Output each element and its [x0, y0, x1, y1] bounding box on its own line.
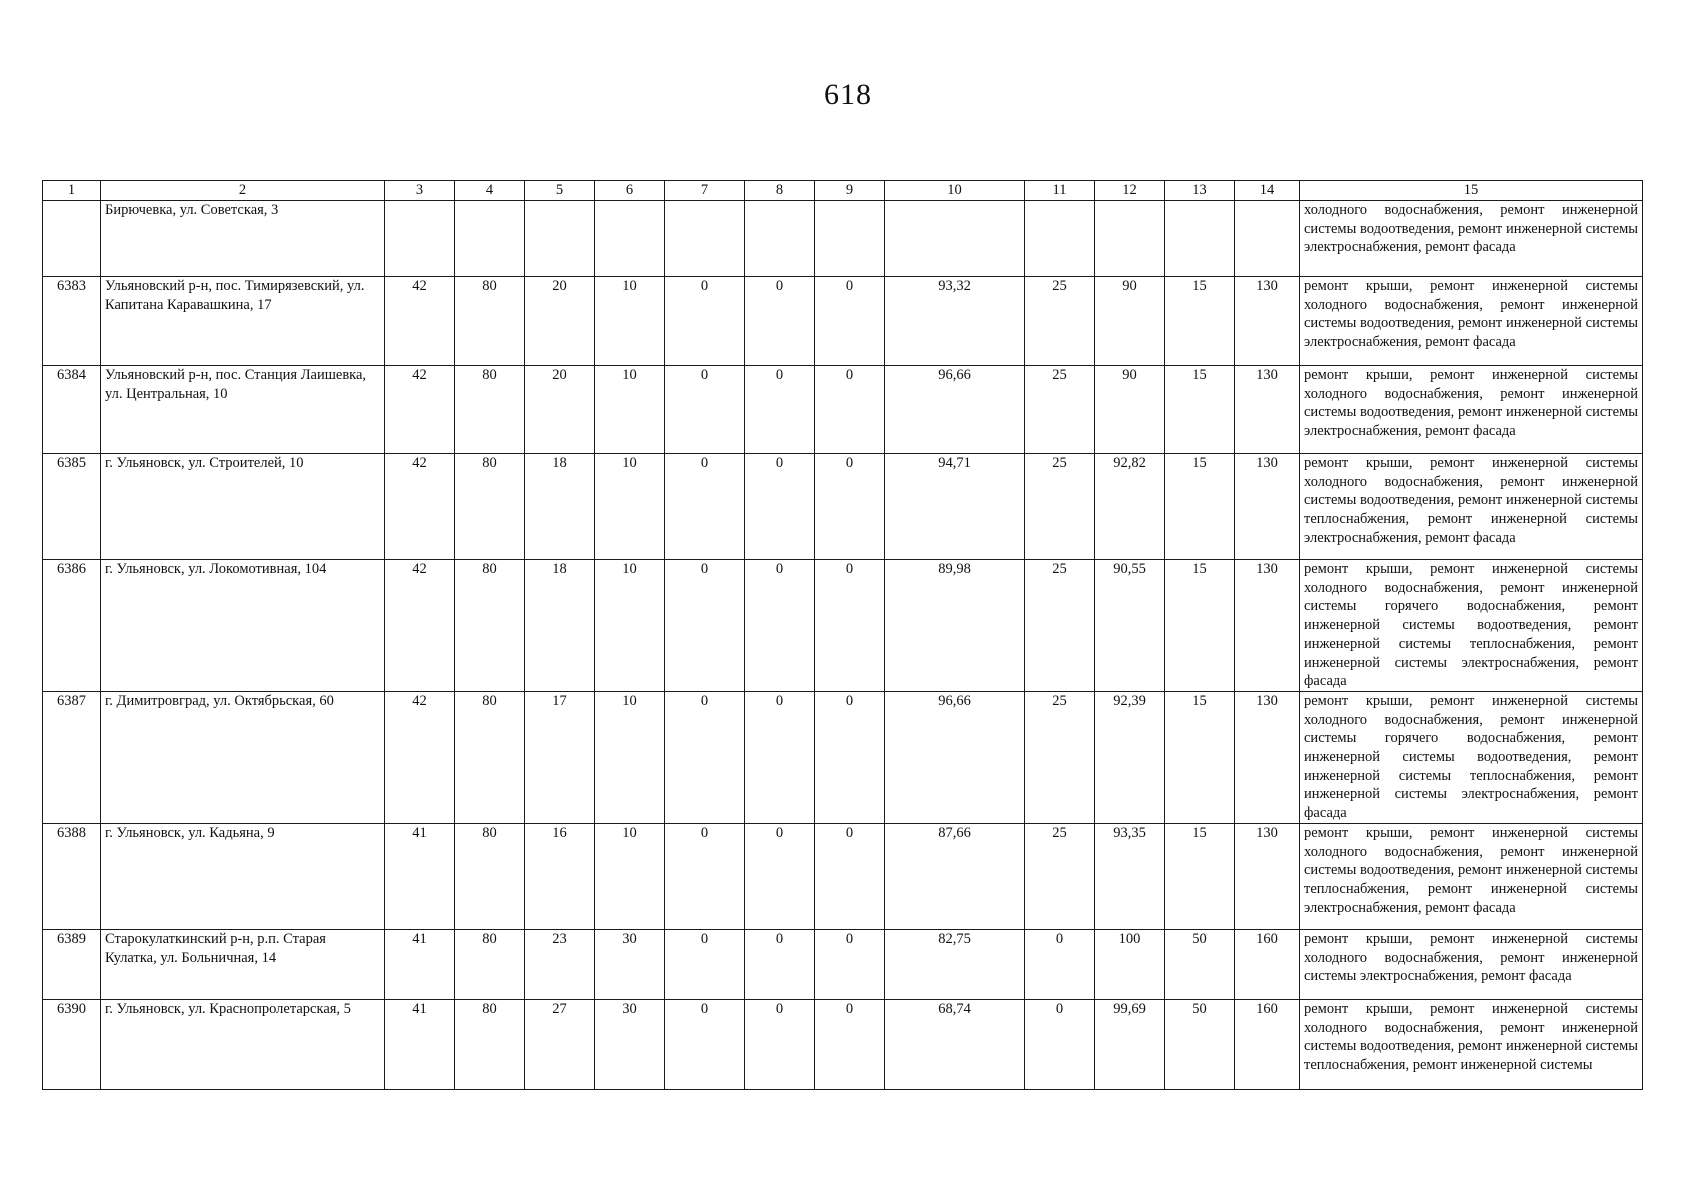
cell-col-12: 93,35: [1095, 823, 1165, 929]
cell-col-6: 10: [595, 823, 665, 929]
cell-col-10: 96,66: [885, 366, 1025, 454]
cell-col-4: 80: [455, 929, 525, 999]
cell-work-types: ремонт крыши, ремонт инженерной системы холодного водоснабжения, ремонт инженерной системы водоотведения, ремонт инженерной системы теплоснабжения, ремонт инженерной системы электроснабжения, ремонт фасада: [1300, 454, 1643, 560]
cell-col-5: 20: [525, 277, 595, 366]
cell-col-3: [385, 201, 455, 277]
cell-col-7: 0: [665, 999, 745, 1089]
cell-record-number: 6384: [43, 366, 101, 454]
cell-col-3: 41: [385, 929, 455, 999]
column-header-4: 4: [455, 181, 525, 201]
cell-col-13: 15: [1165, 366, 1235, 454]
column-header-10: 10: [885, 181, 1025, 201]
cell-col-13: 15: [1165, 691, 1235, 823]
cell-col-14: 130: [1235, 823, 1300, 929]
cell-record-number: 6383: [43, 277, 101, 366]
cell-col-5: 23: [525, 929, 595, 999]
cell-col-9: 0: [815, 560, 885, 692]
cell-col-6: 10: [595, 560, 665, 692]
cell-col-10: 82,75: [885, 929, 1025, 999]
cell-work-types: ремонт крыши, ремонт инженерной системы холодного водоснабжения, ремонт инженерной системы водоотведения, ремонт инженерной системы теплоснабжения, ремонт инженерной системы электроснабжения, ремонт фасада: [1300, 823, 1643, 929]
cell-work-types: ремонт крыши, ремонт инженерной системы холодного водоснабжения, ремонт инженерной системы водоотведения, ремонт инженерной системы электроснабжения, ремонт фасада: [1300, 366, 1643, 454]
cell-col-13: 50: [1165, 999, 1235, 1089]
cell-col-7: 0: [665, 929, 745, 999]
cell-col-14: 130: [1235, 560, 1300, 692]
column-header-8: 8: [745, 181, 815, 201]
cell-col-4: 80: [455, 999, 525, 1089]
cell-col-6: 10: [595, 691, 665, 823]
cell-record-number: [43, 201, 101, 277]
cell-col-13: 15: [1165, 823, 1235, 929]
cell-address: Ульяновский р-н, пос. Тимирязевский, ул. Капитана Каравашкина, 17: [101, 277, 385, 366]
cell-col-14: 130: [1235, 454, 1300, 560]
cell-col-6: 10: [595, 454, 665, 560]
cell-work-types: ремонт крыши, ремонт инженерной системы холодного водоснабжения, ремонт инженерной системы горячего водоснабжения, ремонт инженерной системы водоотведения, ремонт инженерной системы теплоснабжения, ремонт инженерной системы электроснабжения, ремонт фасада: [1300, 691, 1643, 823]
repair-program-table: [42, 180, 1643, 1090]
table-row: [43, 201, 1643, 277]
cell-col-8: 0: [745, 691, 815, 823]
cell-col-8: 0: [745, 560, 815, 692]
cell-col-9: [815, 201, 885, 277]
cell-col-8: 0: [745, 454, 815, 560]
cell-col-5: 17: [525, 691, 595, 823]
cell-col-11: 25: [1025, 277, 1095, 366]
column-header-2: 2: [101, 181, 385, 201]
cell-work-types: ремонт крыши, ремонт инженерной системы холодного водоснабжения, ремонт инженерной системы водоотведения, ремонт инженерной системы теплоснабжения, ремонт инженерной системы: [1300, 999, 1643, 1089]
cell-col-10: 93,32: [885, 277, 1025, 366]
cell-col-14: 160: [1235, 929, 1300, 999]
table-row: [43, 366, 1643, 454]
cell-col-5: [525, 201, 595, 277]
cell-col-13: 15: [1165, 277, 1235, 366]
cell-col-6: 30: [595, 929, 665, 999]
cell-address: г. Ульяновск, ул. Краснопролетарская, 5: [101, 999, 385, 1089]
cell-address: г. Димитровград, ул. Октябрьская, 60: [101, 691, 385, 823]
cell-record-number: 6386: [43, 560, 101, 692]
cell-col-12: 100: [1095, 929, 1165, 999]
cell-col-13: 50: [1165, 929, 1235, 999]
cell-record-number: 6387: [43, 691, 101, 823]
table-row: [43, 929, 1643, 999]
cell-col-9: 0: [815, 454, 885, 560]
cell-col-10: 87,66: [885, 823, 1025, 929]
cell-col-7: 0: [665, 277, 745, 366]
cell-address: г. Ульяновск, ул. Локомотивная, 104: [101, 560, 385, 692]
cell-work-types: ремонт крыши, ремонт инженерной системы холодного водоснабжения, ремонт инженерной системы электроснабжения, ремонт фасада: [1300, 929, 1643, 999]
cell-col-3: 42: [385, 366, 455, 454]
cell-col-11: 0: [1025, 929, 1095, 999]
cell-col-6: 10: [595, 277, 665, 366]
cell-col-11: 0: [1025, 999, 1095, 1089]
cell-col-5: 18: [525, 560, 595, 692]
cell-col-14: 160: [1235, 999, 1300, 1089]
column-header-9: 9: [815, 181, 885, 201]
column-header-3: 3: [385, 181, 455, 201]
cell-address: Ульяновский р-н, пос. Станция Лаишевка, ул. Центральная, 10: [101, 366, 385, 454]
cell-col-3: 41: [385, 823, 455, 929]
cell-col-13: [1165, 201, 1235, 277]
cell-address: г. Ульяновск, ул. Строителей, 10: [101, 454, 385, 560]
cell-record-number: 6390: [43, 999, 101, 1089]
cell-col-11: 25: [1025, 366, 1095, 454]
column-header-1: 1: [43, 181, 101, 201]
table-row: [43, 691, 1643, 823]
cell-col-8: 0: [745, 277, 815, 366]
cell-col-10: 68,74: [885, 999, 1025, 1089]
cell-work-types: ремонт крыши, ремонт инженерной системы холодного водоснабжения, ремонт инженерной системы горячего водоснабжения, ремонт инженерной системы водоотведения, ремонт инженерной системы теплоснабжения, ремонт инженерной системы электроснабжения, ремонт фасада: [1300, 560, 1643, 692]
cell-col-4: 80: [455, 454, 525, 560]
cell-col-6: [595, 201, 665, 277]
cell-col-4: [455, 201, 525, 277]
cell-col-4: 80: [455, 277, 525, 366]
cell-col-3: 42: [385, 277, 455, 366]
table-row: [43, 999, 1643, 1089]
cell-col-3: 42: [385, 560, 455, 692]
cell-col-12: 90: [1095, 277, 1165, 366]
column-header-6: 6: [595, 181, 665, 201]
cell-record-number: 6389: [43, 929, 101, 999]
column-header-13: 13: [1165, 181, 1235, 201]
cell-col-7: 0: [665, 366, 745, 454]
cell-col-4: 80: [455, 366, 525, 454]
cell-col-10: [885, 201, 1025, 277]
cell-col-3: 42: [385, 691, 455, 823]
table-row: [43, 560, 1643, 692]
cell-address: Бирючевка, ул. Советская, 3: [101, 201, 385, 277]
column-header-11: 11: [1025, 181, 1095, 201]
cell-col-7: [665, 201, 745, 277]
cell-col-14: 130: [1235, 277, 1300, 366]
cell-col-9: 0: [815, 366, 885, 454]
cell-col-9: 0: [815, 691, 885, 823]
cell-col-9: 0: [815, 929, 885, 999]
cell-col-8: 0: [745, 999, 815, 1089]
cell-col-5: 27: [525, 999, 595, 1089]
column-header-12: 12: [1095, 181, 1165, 201]
cell-col-8: 0: [745, 929, 815, 999]
table-row: [43, 454, 1643, 560]
cell-col-12: 90: [1095, 366, 1165, 454]
cell-col-7: 0: [665, 823, 745, 929]
cell-col-7: 0: [665, 560, 745, 692]
cell-col-11: 25: [1025, 691, 1095, 823]
cell-col-7: 0: [665, 691, 745, 823]
cell-col-12: 99,69: [1095, 999, 1165, 1089]
column-header-7: 7: [665, 181, 745, 201]
cell-col-12: [1095, 201, 1165, 277]
cell-col-4: 80: [455, 823, 525, 929]
cell-col-11: [1025, 201, 1095, 277]
cell-col-4: 80: [455, 560, 525, 692]
cell-col-11: 25: [1025, 560, 1095, 692]
cell-col-12: 90,55: [1095, 560, 1165, 692]
cell-col-7: 0: [665, 454, 745, 560]
cell-col-12: 92,82: [1095, 454, 1165, 560]
cell-address: Старокулаткинский р-н, р.п. Старая Кулатка, ул. Больничная, 14: [101, 929, 385, 999]
cell-col-8: [745, 201, 815, 277]
cell-col-5: 16: [525, 823, 595, 929]
cell-col-8: 0: [745, 366, 815, 454]
column-number-row: [43, 181, 1643, 201]
cell-col-9: 0: [815, 823, 885, 929]
cell-work-types: ремонт крыши, ремонт инженерной системы холодного водоснабжения, ремонт инженерной системы водоотведения, ремонт инженерной системы электроснабжения, ремонт фасада: [1300, 277, 1643, 366]
column-header-14: 14: [1235, 181, 1300, 201]
cell-col-13: 15: [1165, 560, 1235, 692]
cell-col-14: 130: [1235, 691, 1300, 823]
page-number: 618: [824, 78, 872, 111]
cell-col-6: 30: [595, 999, 665, 1089]
column-header-5: 5: [525, 181, 595, 201]
cell-col-8: 0: [745, 823, 815, 929]
table-row: [43, 277, 1643, 366]
cell-record-number: 6385: [43, 454, 101, 560]
table-row: [43, 823, 1643, 929]
cell-col-4: 80: [455, 691, 525, 823]
cell-col-10: 94,71: [885, 454, 1025, 560]
cell-col-9: 0: [815, 999, 885, 1089]
cell-col-5: 18: [525, 454, 595, 560]
cell-col-9: 0: [815, 277, 885, 366]
cell-col-13: 15: [1165, 454, 1235, 560]
cell-col-10: 96,66: [885, 691, 1025, 823]
cell-col-12: 92,39: [1095, 691, 1165, 823]
cell-col-3: 42: [385, 454, 455, 560]
cell-col-11: 25: [1025, 823, 1095, 929]
cell-col-10: 89,98: [885, 560, 1025, 692]
cell-col-3: 41: [385, 999, 455, 1089]
cell-address: г. Ульяновск, ул. Кадьяна, 9: [101, 823, 385, 929]
cell-col-11: 25: [1025, 454, 1095, 560]
cell-col-14: 130: [1235, 366, 1300, 454]
cell-col-5: 20: [525, 366, 595, 454]
cell-work-types: холодного водоснабжения, ремонт инженерной системы водоотведения, ремонт инженерной системы электроснабжения, ремонт фасада: [1300, 201, 1643, 277]
cell-col-14: [1235, 201, 1300, 277]
column-header-15: 15: [1300, 181, 1643, 201]
cell-col-6: 10: [595, 366, 665, 454]
cell-record-number: 6388: [43, 823, 101, 929]
